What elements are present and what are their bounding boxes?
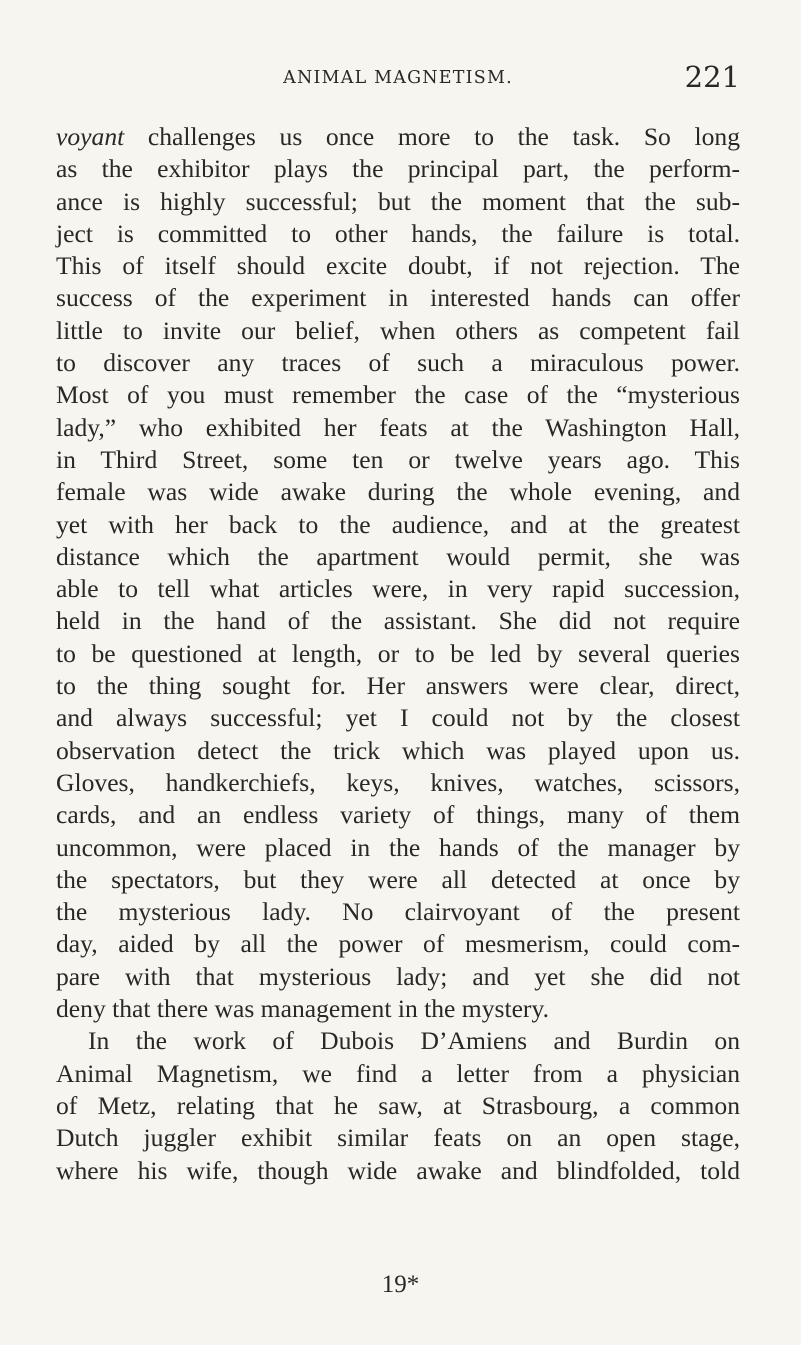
text-line: of Metz, relating that he saw, at Strasbourg, a common bbox=[56, 1090, 740, 1120]
text-line: able to tell what articles were, in very rapid succession, bbox=[56, 574, 740, 604]
text-line: This of itself should excite doubt, if not rejection. The bbox=[56, 251, 740, 281]
text-line: cards, and an endless variety of things, many of them bbox=[56, 800, 740, 830]
text-line: lady,” who exhibited her feats at the Washington Hall, bbox=[56, 412, 740, 442]
text-line: yet with her back to the audience, and at the greatest bbox=[56, 509, 740, 539]
text-line: Gloves, handkerchiefs, keys, knives, watches, scissors, bbox=[56, 767, 740, 797]
text-line: ject is committed to other hands, the failure is total. bbox=[56, 218, 740, 248]
text-line: in Third Street, some ten or twelve years ago. This bbox=[56, 444, 740, 474]
text-line: In the work of Dubois D’Amiens and Burdin on bbox=[88, 1026, 740, 1056]
text-line: success of the experiment in interested hands can offer bbox=[56, 283, 740, 313]
text-line: observation detect the trick which was played upon us. bbox=[56, 735, 740, 765]
running-title: ANIMAL MAGNETISM. bbox=[283, 68, 513, 88]
text-line: distance which the apartment would permit, she was bbox=[56, 541, 740, 571]
text-line: held in the hand of the assistant. She did not require bbox=[56, 606, 740, 636]
signature-mark: 19* bbox=[381, 1271, 420, 1298]
text-line: to the thing sought for. Her answers were clear, direct, bbox=[56, 671, 740, 701]
text-line: the spectators, but they were all detected at once by bbox=[56, 864, 740, 894]
text-line bbox=[56, 121, 740, 153]
text-line: Dutch juggler exhibit similar feats on an open stage, bbox=[56, 1123, 740, 1153]
italic-word: voyant bbox=[56, 122, 125, 151]
text-line: ance is highly successful; but the moment that the sub- bbox=[56, 186, 740, 216]
text-line: little to invite our belief, when others as competent fail bbox=[56, 315, 740, 345]
text-line: Most of you must remember the case of the “mysterious bbox=[56, 380, 740, 410]
body-text bbox=[56, 121, 740, 1187]
text-line: day, aided by all the power of mesmerism, could com- bbox=[56, 929, 740, 959]
text-line: the mysterious lady. No clairvoyant of the present bbox=[56, 897, 740, 927]
text-line: and always successful; yet I could not by the closest bbox=[56, 703, 740, 733]
text-line: uncommon, were placed in the hands of the manager by bbox=[56, 832, 740, 862]
text-line: to discover any traces of such a miraculous power. bbox=[56, 348, 740, 378]
text-line-rest: challenges us once more to the task. So long bbox=[124, 122, 740, 151]
text-line: pare with that mysterious lady; and yet she did not bbox=[56, 961, 740, 991]
text-line: Animal Magnetism, we find a letter from a physician bbox=[56, 1058, 740, 1088]
page-number: 221 bbox=[684, 60, 740, 94]
text-line: where his wife, though wide awake and blindfolded, told bbox=[56, 1155, 740, 1185]
text-line: to be questioned at length, or to be led by several queries bbox=[56, 638, 740, 668]
text-line: as the exhibitor plays the principal part, the perform- bbox=[56, 154, 740, 184]
running-head bbox=[56, 60, 740, 102]
text-line: deny that there was management in the mystery. bbox=[56, 994, 549, 1024]
text-line: female was wide awake during the whole evening, and bbox=[56, 477, 740, 507]
